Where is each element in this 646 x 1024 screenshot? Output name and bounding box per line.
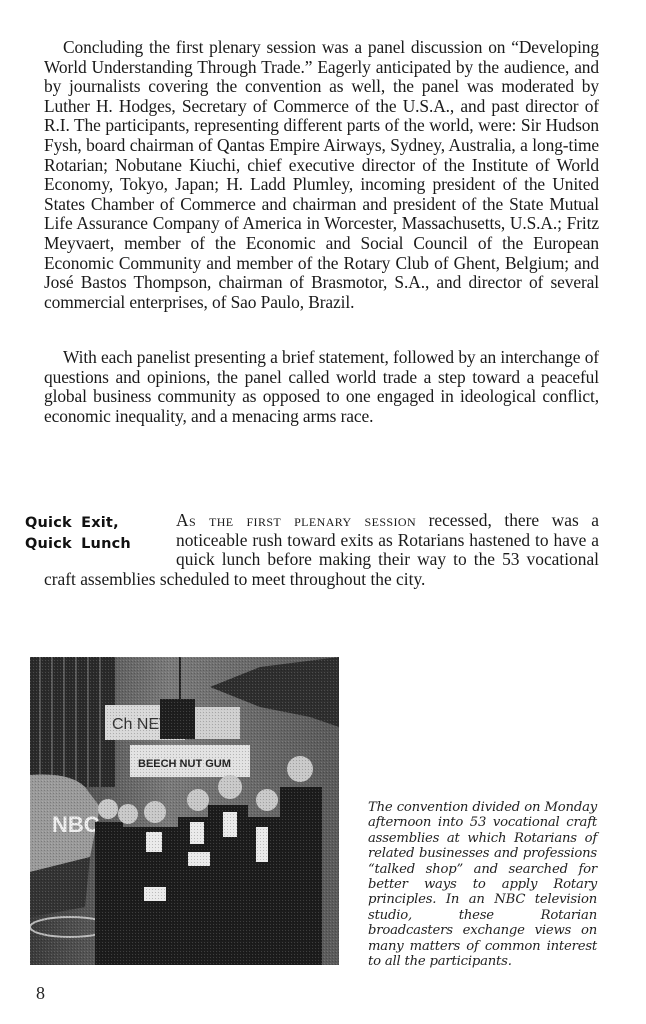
paragraph-text: Concluding the first plenary session was a panel discussion on “Developing World Understanding Through Trade.” Eagerly anticipated by the audience, and by journalists covering the convention as well, the panel was moderated by Luther H. Hodges, Secretary of Commerce of the U.S.A., and past director of R.I. The participants, representing different parts of the world, were: Sir Hudson Fysh, board chairman of Qantas Empire Airways, Sydney, Australia, a long-time Rotarian; Nobutane Kiuchi, chief executive director of the Institute of World Economy, Tokyo, Japan; H. Ladd Plumley, incoming president of the United States Chamber of Commerce and chairman and president of the State Mutual Life Assurance Company of America in Worcester, Massachusetts, U.S.A.; Fritz Meyvaert, member of the Economic and Social Council of the European Economic Community and member of the Rotary Club of Ghent, Belgium; and José Bastos Thompson, chairman of Brasmotor, S.A., and director of several commercial enterprises, of Sao Paulo, Brazil.	[44, 37, 599, 312]
paragraph-text: With each panelist presenting a brief statement, followed by an interchange of questions and opinions, the panel called world trade a step toward a peaceful global business community as opposed to one engaged in ideological conflict, economic inequality, and a menacing arms race.	[44, 347, 599, 426]
side-heading-line-1: Quick Exit,	[25, 515, 119, 531]
body-paragraph-panel-discussion	[44, 38, 599, 312]
photograph-nbc-studio	[30, 657, 339, 965]
body-paragraph-panel-conclusion	[44, 348, 599, 426]
photo-caption: The convention divided on Monday afternoon into 53 vocational craft assemblies at which Rotarians of related businesses and professions “talked shop” and searched for better ways to apply Rotary principles. In an NBC television studio, these Rotarian broadcasters exchange views on many matters of common interest to all the participants.	[368, 800, 597, 970]
page-number: 8	[36, 983, 45, 1003]
paragraph-text: recessed, there was a noticeable rush toward exits as Rotarians hastened to have a quick lunch before making their way to the 53 vocational craft assemblies scheduled to meet throughout the city.	[44, 510, 599, 589]
body-paragraph-quick-lunch	[44, 511, 599, 589]
side-heading-line-2: Quick Lunch	[25, 536, 131, 552]
small-caps-lead-in: As the first plenary session	[176, 510, 417, 530]
side-heading-spacer	[44, 511, 176, 569]
photo-illustration	[30, 657, 339, 965]
